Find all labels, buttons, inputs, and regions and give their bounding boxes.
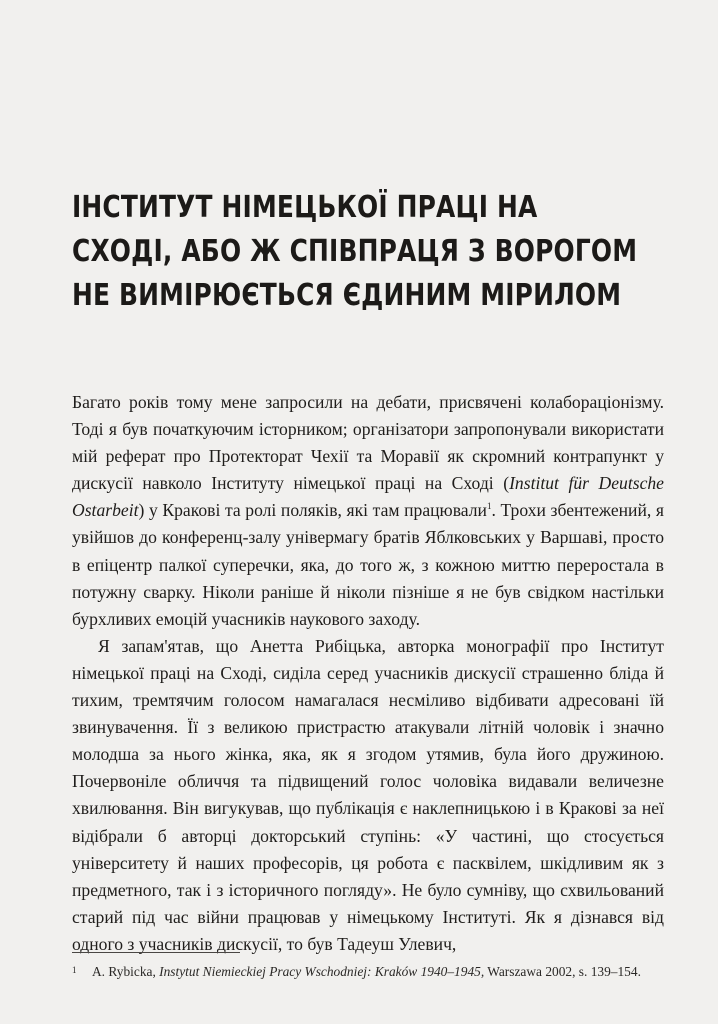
footnote-author: A. Rybicka, bbox=[92, 964, 160, 979]
paragraph-1-part-2: ) у Кракові та ролі поляків, які там працювали bbox=[138, 500, 487, 521]
chapter-title-line-1: ІНСТИТУТ НІМЕЦЬКОЇ ПРАЦІ НА bbox=[72, 190, 538, 225]
paragraph-1-italic-title: Institut für Deutsche Ostarbeit bbox=[72, 473, 664, 521]
footnote bbox=[72, 963, 672, 981]
body-text bbox=[72, 389, 664, 958]
paragraph-1-part-1: Багато років тому мене запросили на дебати, присвячені колабораціонізму. Тоді я був початкуючим історником; організатори запропонували використати мій реферат про Протекторат Чехії та Моравії як скромний контрапункт у дискусії навколо Інституту німецької праці на Сході ( bbox=[72, 392, 664, 494]
paragraph-1-part-3: . Трохи збентежений, я увійшов до конференц-залу універмагу братів Яблковських у Варшаві, просто в епіцентр палкої суперечки, яка, до того ж, з кожною миттю переростала в потужну сварку. Ніколи раніше й ніколи пізніше я не був свідком настільки бурхливих емоцій учасників наукового заходу. bbox=[72, 500, 664, 629]
paragraph-2: Я запам'ятав, що Анетта Рибіцька, авторка монографії про Інститут німецької праці на Сході, сиділа серед учасників дискусії страшенно бліда й тихим, тремтячим голосом намагалася несміливо відбивати адресовані їй звинувачення. Її з великою пристрастю атакували літній чоловік і значно молодша за нього жінка, яка, як я згодом утямив, була його дружиною. Почервоніле обличчя та підвищений голос чоловіка видавали величезне хвилювання. Він вигукував, що публікація є наклепницькою і в Кракові за неї відібрали б авторці докторський ступінь: «У частині, що стосується університету й наших професорів, ця робота є пасквілем, шкідливим як з предметного, так і з історичного погляду». Не було сумніву, що схвильований старий під час війни працював у німецькому Інституті. Як я дізнався від одного з учасників дискусії, то був Тадеуш Улевич, bbox=[72, 635, 664, 954]
footnote-publication: Warszawa 2002, s. 139–154. bbox=[484, 964, 641, 979]
chapter-title-line-3: НЕ ВИМІРЮЄТЬСЯ ЄДИНИМ МІРИЛОМ bbox=[72, 278, 622, 313]
footnote-number: 1 bbox=[72, 965, 77, 975]
footnote-reference[interactable]: 1 bbox=[486, 501, 492, 512]
chapter-title-line-2: СХОДІ, АБО Ж СПІВПРАЦЯ З ВОРОГОМ bbox=[72, 234, 638, 269]
chapter-title bbox=[72, 186, 638, 318]
paragraph-1 bbox=[72, 389, 664, 633]
footnote-divider bbox=[72, 952, 240, 953]
footnote-title: Instytut Niemieckiej Pracy Wschodniej: Kraków 1940–1945, bbox=[159, 964, 485, 979]
